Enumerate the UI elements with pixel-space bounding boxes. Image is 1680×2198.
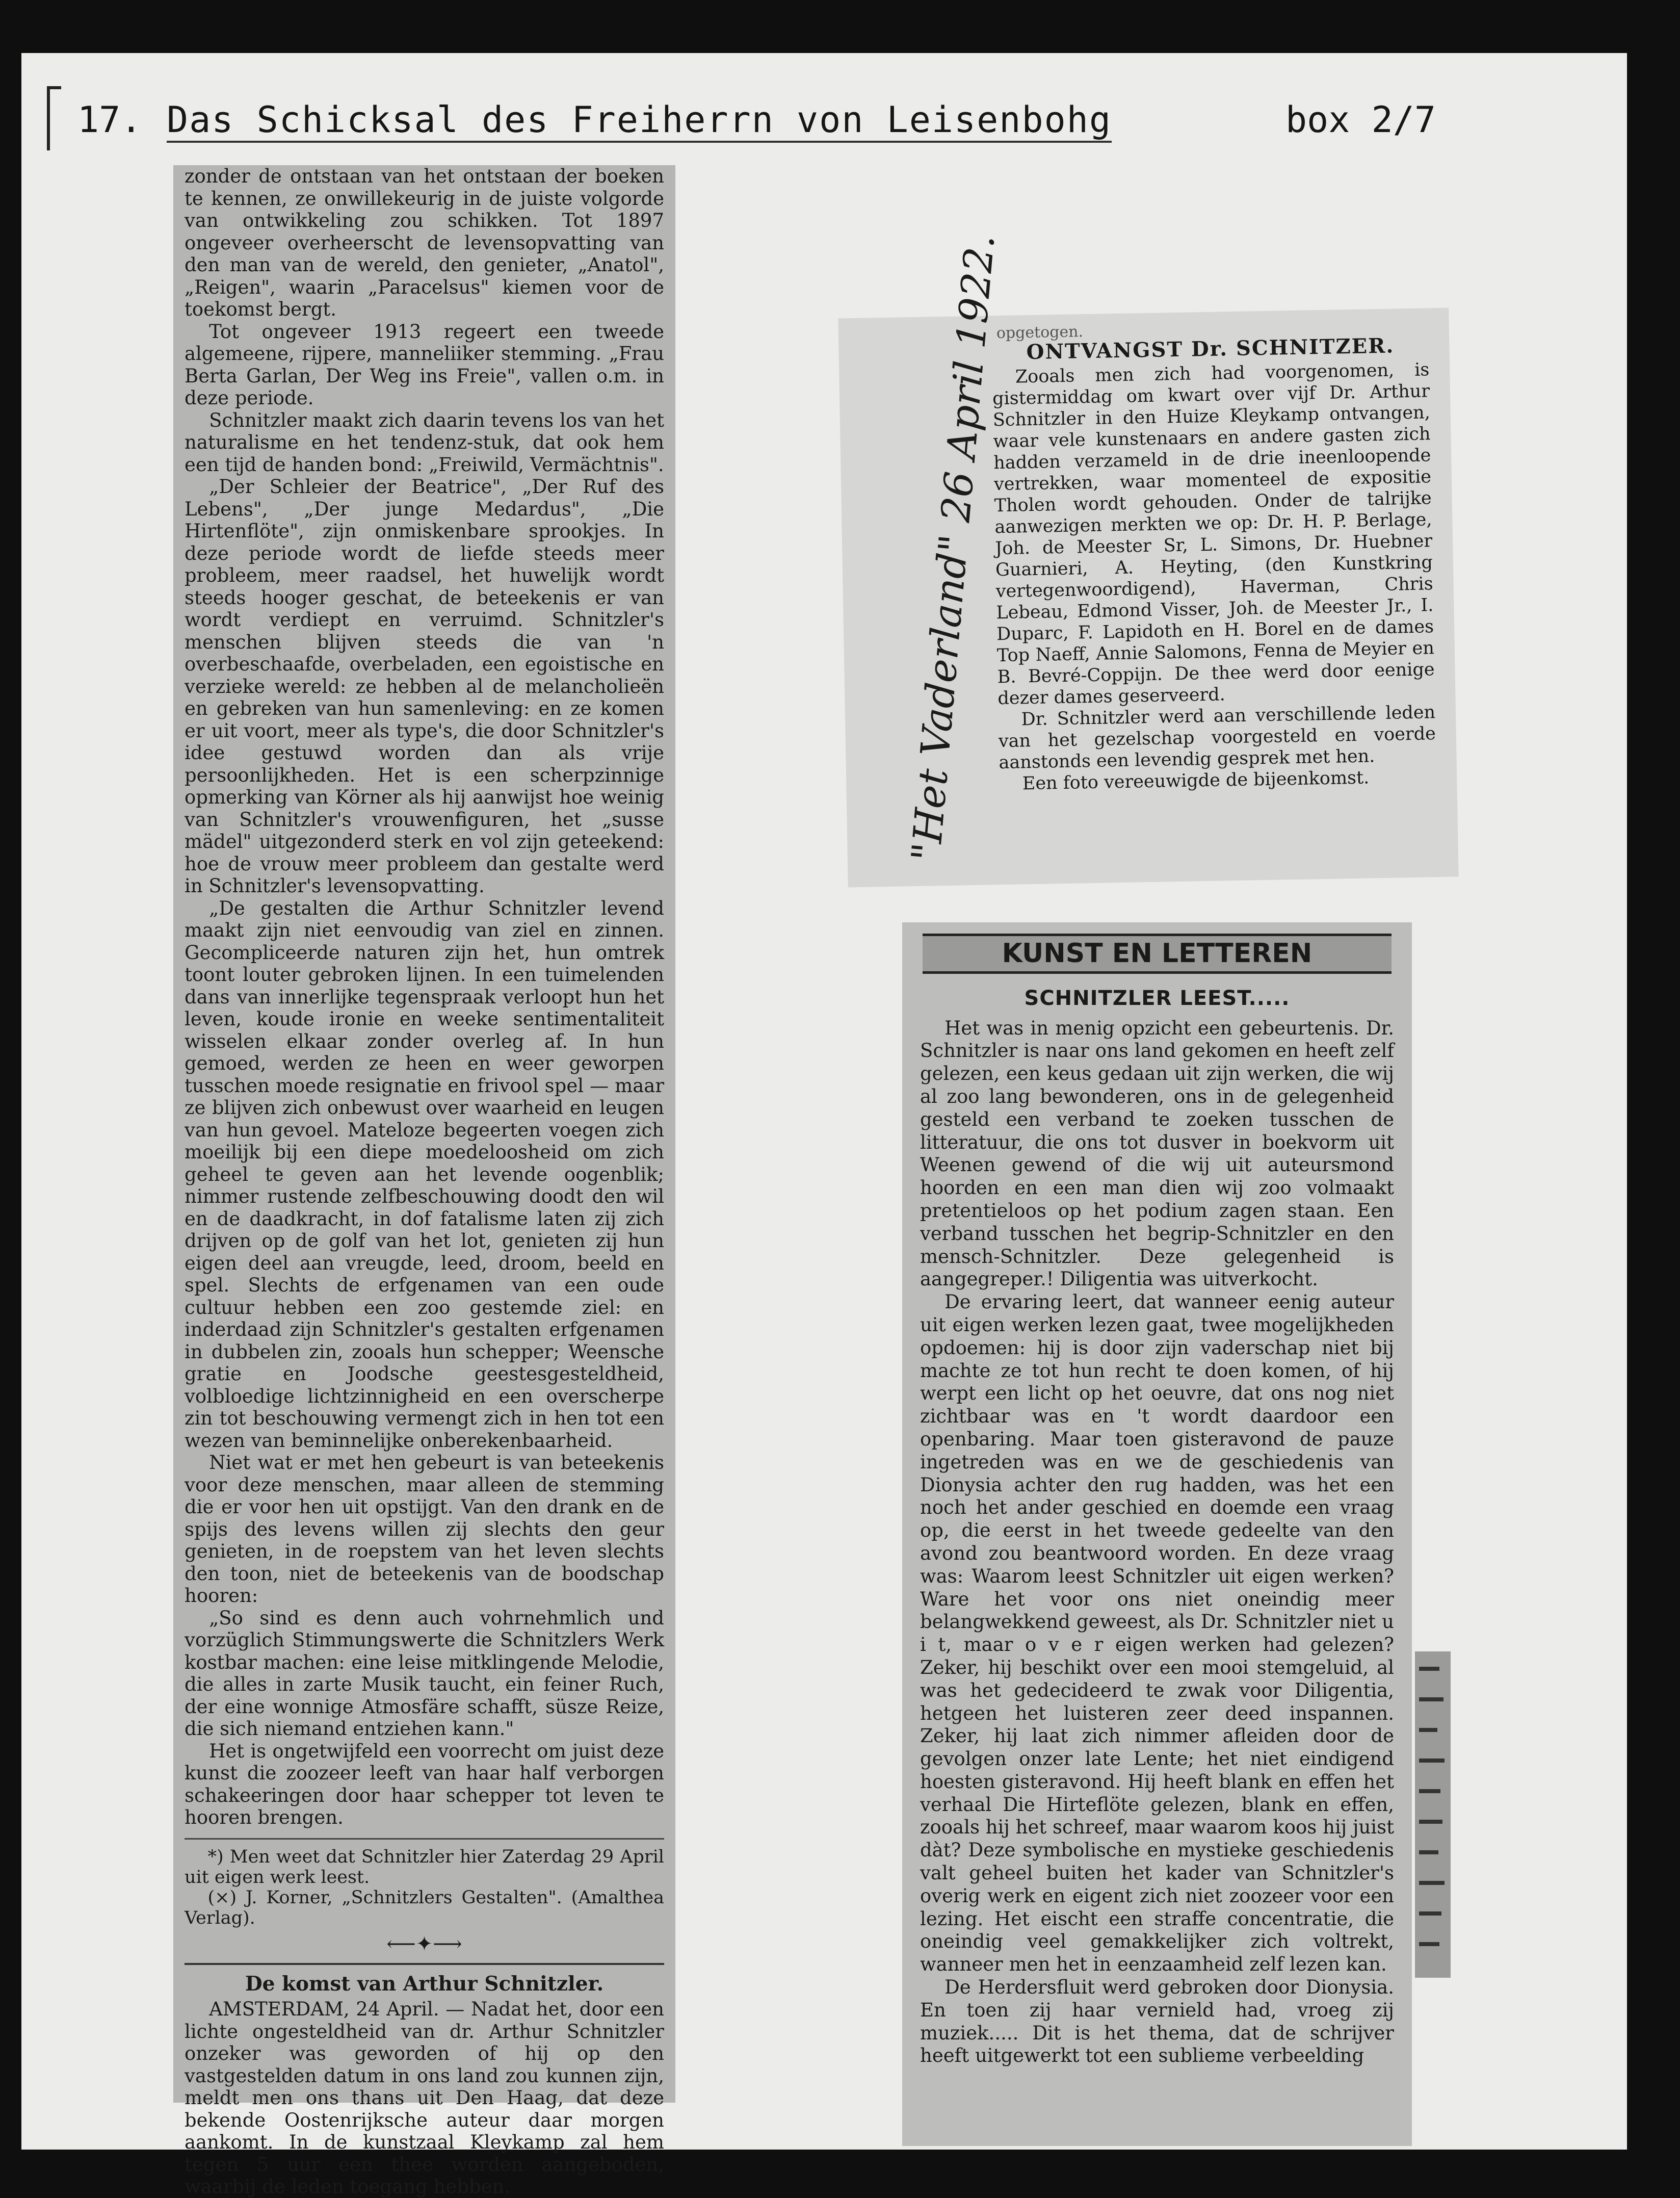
top-fragment: opgetogen. [996, 323, 1084, 343]
left-paragraph: „De gestalten die Arthur Schnitzler levend maakt zijn niet eenvoudig van ziel en zinnen. Gecompliceerde naturen zijn het, hun omtrek toont louter gebroken lijnen. In een tuimelenden dans van innerlijke tegenspraak verloopt hun het leven, koude ironie en weeke sentimentaliteit wisselen elkaar zonder overleg af. In hun gemoed, werden ze heen en weer geworpen tusschen moede resignatie en frivool spel — maar ze blijven zich onbewust over waarheid en leugen van hun gevoel. Mateloze begeerten voegen zich moeilijk bij een diepe moedeloosheid om zich geheel te geven aan het levende oogenblik; nimmer rustende zelfbeschouwing doodt den wil en de daadkracht, in dof fatalisme laten zij zich drijven op de golf van het lot, genieten zij hun eigen deel aan vreugde, leed, droom, beeld en spel. Slechts de erfgenamen van een oude cultuur hebben een zoo gestemde ziel: en inderdaad zijn Schnitzler's gestalten erfgenamen in dubbelen zin, zooals hun schepper; Weensche gratie en Joodsche geestesgesteldheid, volbloedige lichtzinnigheid en een overscherpe zin tot beschouwing vermengt zich in hen tot een wezen van beminnelijke onberekenbaarheid. [185, 897, 664, 1452]
clipping-left [173, 165, 675, 2197]
kunst-paragraph: Het was in menig opzicht een gebeurtenis. Dr. Schnitzler is naar ons land gekomen en heeft zelf gelezen, een keus gedaan uit zijn werken, die wij al zoo lang bewonderen, ons in de gelegenheid gesteld een verband te zoeken tusschen de litteratuur, die ons tot dusver in boekvorm uit Weenen gewend of die wij uit auteursmond hoorden en een man dien wij zoo volmaakt pretentieloos op het podium zagen staan. Een verband tusschen het begrip-Schnitzler en den mensch-Schnitzler. Deze gelegenheid is aangegreper.! Diligentia was uitverkocht. [920, 1017, 1394, 1290]
handwritten-note: "Het Vaderland" 26 April 1922. [903, 232, 1004, 863]
left-paragraph: Tot ongeveer 1913 regeert een tweede algemeene, rijpere, manneliiker stemming. „Frau Berta Garlan, Der Weg ins Freie", vallen o.m. in deze periode. [185, 320, 664, 409]
footnotes [185, 1838, 664, 1928]
kunst-paragraph: De ervaring leert, dat wanneer eenig auteur uit eigen werken lezen gaat, twee mogelijkheden opdoemen: hij is door zijn vaderschap niet bij machte ze tot hun recht te doen komen, of hij werpt een licht op het oeuvre, dat ons nog niet zichtbaar was en 't wordt daardoor een openbaring. Maar toen gisteravond de pauze ingetreden was en we de geschiedenis van Dionysia achter den rug hadden, was het een noch het ander geschied en doemde een vraag op, die eerst in het tweede gedeelte van den avond zou beantwoord worden. En deze vraag was: Waarom leest Schnitzler uit eigen werken? Ware het voor ons niet oneindig meer belangwekkend geweest, als Dr. Schnitzler niet u i t, maar o v e r eigen werken had gelezen? Zeker, hij beschikt over een mooi stemgeluid, al was het gedecideerd te zwak voor Diligentia, hetgeen het luisteren zeer deed inspannen. Zeker, hij laat zich nimmer afleiden door de gevolgen onzer late Lente; het niet eindigend hoesten gisteravond. Hij heeft blank en effen het verhaal Die Hirteflöte gelezen, blank en effen, zooals hij het schreef, maar waarom koos hij juist dàt? Deze symbolische en mystieke geschiedenis valt geheel buiten het kader van Schnitzler's overig werk en eigent zich niet zoozeer voor een lezing. Het eischt een straffe concentratie, die oneindig veel gemakkelijker zich voltrekt, wanneer men het in eenzaamheid zelf lezen kan. [920, 1291, 1394, 1976]
ontvangst-paragraph: Een foto vereeuwigde de bijeenkomst. [1022, 767, 1370, 794]
komst-title: De komst van Arthur Schnitzler. [245, 1972, 604, 1996]
footnote: (×) J. Korner, „Schnitzlers Gestalten". (Amalthea Verlag). [185, 1887, 664, 1928]
clipping-ontvangst [838, 232, 1458, 888]
left-paragraph: Schnitzler maakt zich daarin tevens los van het naturalisme en het tendenz-stuk, dat ook hem een tijd de handen bond: „Freiwild, Vermächtnis". [185, 409, 664, 476]
box-label: box 2/7 [1285, 99, 1436, 141]
left-paragraph: Het is ongetwijfeld een voorrecht om juist deze kunst die zoozeer leeft van haar half verborgen schakeeringen door haar schepper tot leven te hooren brengen. [185, 1740, 664, 1828]
handwritten-annotation [854, 232, 1006, 874]
section-banner: KUNST EN LETTEREN [923, 934, 1392, 974]
left-paragraph: Niet wat er met hen gebeurt is van beteekenis voor deze menschen, maar alleen de stemming die er voor hen uit opstijgt. Van den drank en de spijs des levens willen zij slechts den geur genieten, in de roepstem van het leven slechts den toon, niet de beteekenis van de boodschap hooren: [185, 1452, 664, 1607]
kunst-body [902, 1017, 1412, 2068]
kunst-paragraph: De Herdersfluit werd gebroken door Dionysia. En toen zij haar vernield had, vroeg zij muziek..... Dit is het thema, dat de schrijver heeft uitgewerkt tot een sublieme verbeelding [920, 1976, 1394, 2067]
corner-bracket [47, 86, 61, 150]
cut-off-clipping-strip [1415, 1651, 1451, 1978]
article-subtitle: SCHNITZLER LEEST..... [1024, 986, 1290, 1010]
ornament-divider: ⟵✦⟶ [386, 1932, 462, 1956]
left-paragraph: zonder de ontstaan van het ontstaan der boeken te kennen, ze onwillekeurig in de juiste volgorde van ontwikkeling zou schikken. Tot 1897 ongeveer overheerscht de levensopvatting van den man van de wereld, den genieter, „Anatol", „Reigen", waarin „Paracelsus" kiemen voor de toekomst bergt. [185, 165, 664, 320]
ontvangst-paragraph: Dr. Schnitzler werd aan verschillende leden van het gezelschap voorgesteld en voerde aanstonds een levendig gesprek met hen. [998, 702, 1436, 773]
clipping-kunst-en-letteren [902, 922, 1412, 2146]
left-quote: „So sind es denn auch vohrnehmlich und vorzüglich Stimmungswerte die Schnitzlers Werk kostbar machen: eine leise mitklingende Melodie, die alles in zarte Musik taucht, ein feiner Ruch, der eine wonnige Atmosfäre schafft, süsze Reize, die sich niemand entziehen kann." [185, 1607, 664, 1740]
page-header [77, 91, 1607, 163]
ontvangst-paragraph: Zooals men zich had voorgenomen, is gistermiddag om kwart over vijf Dr. Arthur Schnitzler in den Huize Kleykamp ontvangen, waar vele kunstenaars en andere gasten zich hadden verzameld in de drie ineenloopende vertrekken, waar momenteel de expositie Tholen wordt gehouden. Onder de talrijke aanwezigen merkten we op: Dr. H. P. Berlage, Joh. de Meester Sr, L. Simons, Dr. Huebner Guarnieri, A. Heyting, (den Kunstkring vertegenwoordigend), Haverman, Chris Lebeau, Edmond Visser, Joh. de Meester Jr., I. Duparc, F. Lapidoth en H. Borel en de dames Top Naeff, Annie Salomons, Fenna de Meyier en B. Bevré-Coppijn. De thee werd door eenige dezer dames geserveerd. [992, 359, 1435, 709]
scrapbook-page [21, 53, 1627, 2197]
ontvangst-title: ONTVANGST Dr. SCHNITZER. [1026, 333, 1395, 365]
header-title: Das Schicksal des Freiherrn von Leisenbohg [167, 99, 1112, 143]
clipping-left-body [173, 165, 675, 1829]
left-paragraph: „Der Schleier der Beatrice", „Der Ruf des Lebens", „Der junge Medardus", „Die Hirtenflöte", zijn onmiskenbare sprookjes. In deze periode wordt de liefde steeds meer probleem, meer raadsel, het huwelijk wordt steeds hooger geschat, de beteekenis er van wordt verdiept en verruimd. Schnitzler's menschen blijven steeds die van 'n overbeschaafde, overbeladen, een egoistische en verzieke wereld: ze hebben al de melancholieën en gebreken van hun samenleving: en ze komen er uit voort, meer als type's, die door Schnitzler's idee gestuwd worden dan als vrije persoonlijkheden. Het is een scherpzinnige opmerking van Körner als hij aanwijst hoe weinig van Schnitzler's vrouwenfiguren, het „susse mädel" uitgezonderd sterk en vol zijn geteekend: hoe de vrouw meer probleem dan gestalte werd in Schnitzler's levensopvatting. [185, 476, 664, 897]
footnote: *) Men weet dat Schnitzler hier Zaterdag 29 April uit eigen werk leest. [185, 1846, 664, 1887]
item-number: 17. [77, 99, 142, 141]
komst-text: AMSTERDAM, 24 April. — Nadat het, door een lichte ongesteldheid van dr. Arthur Schnitzler onzeker was geworden of hij op den vastgestelden datum in ons land zou kunnen zijn, meldt men ons thans uit Den Haag, dat deze bekende Oostenrijksche auteur daar morgen aankomt. In de kunstzaal Kleykamp zal hem tegen 5 uur een thee worden aangeboden, waarbij de leden toegang hebben. [185, 1998, 664, 2197]
komst-article [185, 1963, 664, 2198]
